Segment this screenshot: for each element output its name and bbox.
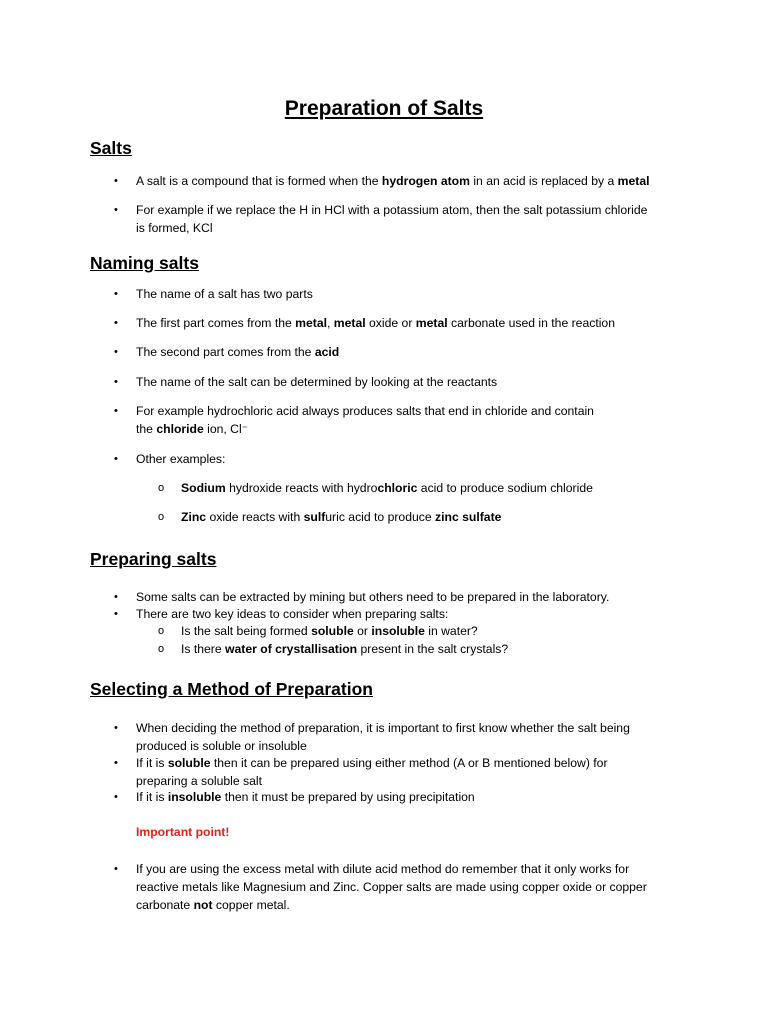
selecting-bullet-3: If it is insoluble then it must be prepared by using precipitation (136, 790, 475, 804)
sub-bullet-icon: o (158, 511, 165, 523)
naming-sub-bullet-1: Sodium hydroxide reacts with hydrochloric acid to produce sodium chloride (181, 481, 593, 495)
bullet-icon: • (114, 376, 118, 388)
sub-bullet-icon: o (158, 643, 165, 655)
page-title: Preparation of Salts (284, 97, 484, 120)
bullet-icon: • (114, 288, 118, 300)
naming-bullet-1: The name of a salt has two parts (136, 287, 313, 301)
bullet-icon: • (114, 346, 118, 358)
bullet-icon: • (114, 757, 118, 769)
bullet-icon: • (114, 791, 118, 803)
bullet-icon: • (114, 317, 118, 329)
preparing-bullet-1: Some salts can be extracted by mining but others need to be prepared in the laboratory. (136, 590, 610, 604)
naming-bullet-3: The second part comes from the acid (136, 345, 340, 359)
naming-bullet-4: The name of the salt can be determined by looking at the reactants (136, 375, 498, 389)
heading-naming-salts: Naming salts (90, 253, 199, 273)
naming-bullet-2: The first part comes from the metal, metal oxide or metal carbonate used in the reaction (136, 316, 615, 330)
bullet-icon: • (114, 591, 118, 603)
preparing-sub-bullet-1: Is the salt being formed soluble or insoluble in water? (181, 624, 478, 638)
bullet-icon: • (114, 863, 118, 875)
heading-selecting-method: Selecting a Method of Preparation (90, 679, 373, 699)
important-point-label: Important point! (136, 825, 230, 839)
selecting-bullet-2: If it is soluble then it can be prepared using either method (A or B mentioned below) for preparing a soluble salt (136, 756, 608, 788)
sub-bullet-icon: o (158, 482, 165, 494)
selecting-bullet-1: When deciding the method of preparation, it is important to first know whether the salt being produced is soluble or insoluble (136, 721, 630, 753)
naming-bullet-5: For example hydrochloric acid always produces salts that end in chloride and contain the chloride ion, Cl⁻ (136, 404, 594, 436)
selecting-bullet-4: If you are using the excess metal with dilute acid method do remember that it only works for reactive metals like Magnesium and Zinc. Copper salts are made using copper oxide or copper carbonate not copper metal. (136, 862, 647, 912)
bullet-icon: • (114, 405, 118, 417)
salts-bullet-2: For example if we replace the H in HCl with a potassium atom, then the salt potassium chloride is formed, KCl (136, 203, 648, 235)
bullet-icon: • (114, 722, 118, 734)
naming-sub-bullet-2: Zinc oxide reacts with sulfuric acid to produce zinc sulfate (181, 510, 502, 524)
heading-preparing-salts: Preparing salts (90, 549, 217, 569)
preparing-sub-bullet-2: Is there water of crystallisation present in the salt crystals? (181, 642, 509, 656)
naming-bullet-6: Other examples: (136, 452, 226, 466)
bullet-icon: • (114, 175, 118, 187)
preparing-bullet-2: There are two key ideas to consider when preparing salts: (136, 607, 449, 621)
bullet-icon: • (114, 608, 118, 620)
sub-bullet-icon: o (158, 625, 165, 637)
bullet-icon: • (114, 453, 118, 465)
bullet-icon: • (114, 204, 118, 216)
salts-bullet-1: A salt is a compound that is formed when the hydrogen atom in an acid is replaced by a metal (136, 174, 650, 188)
heading-salts: Salts (90, 138, 132, 158)
